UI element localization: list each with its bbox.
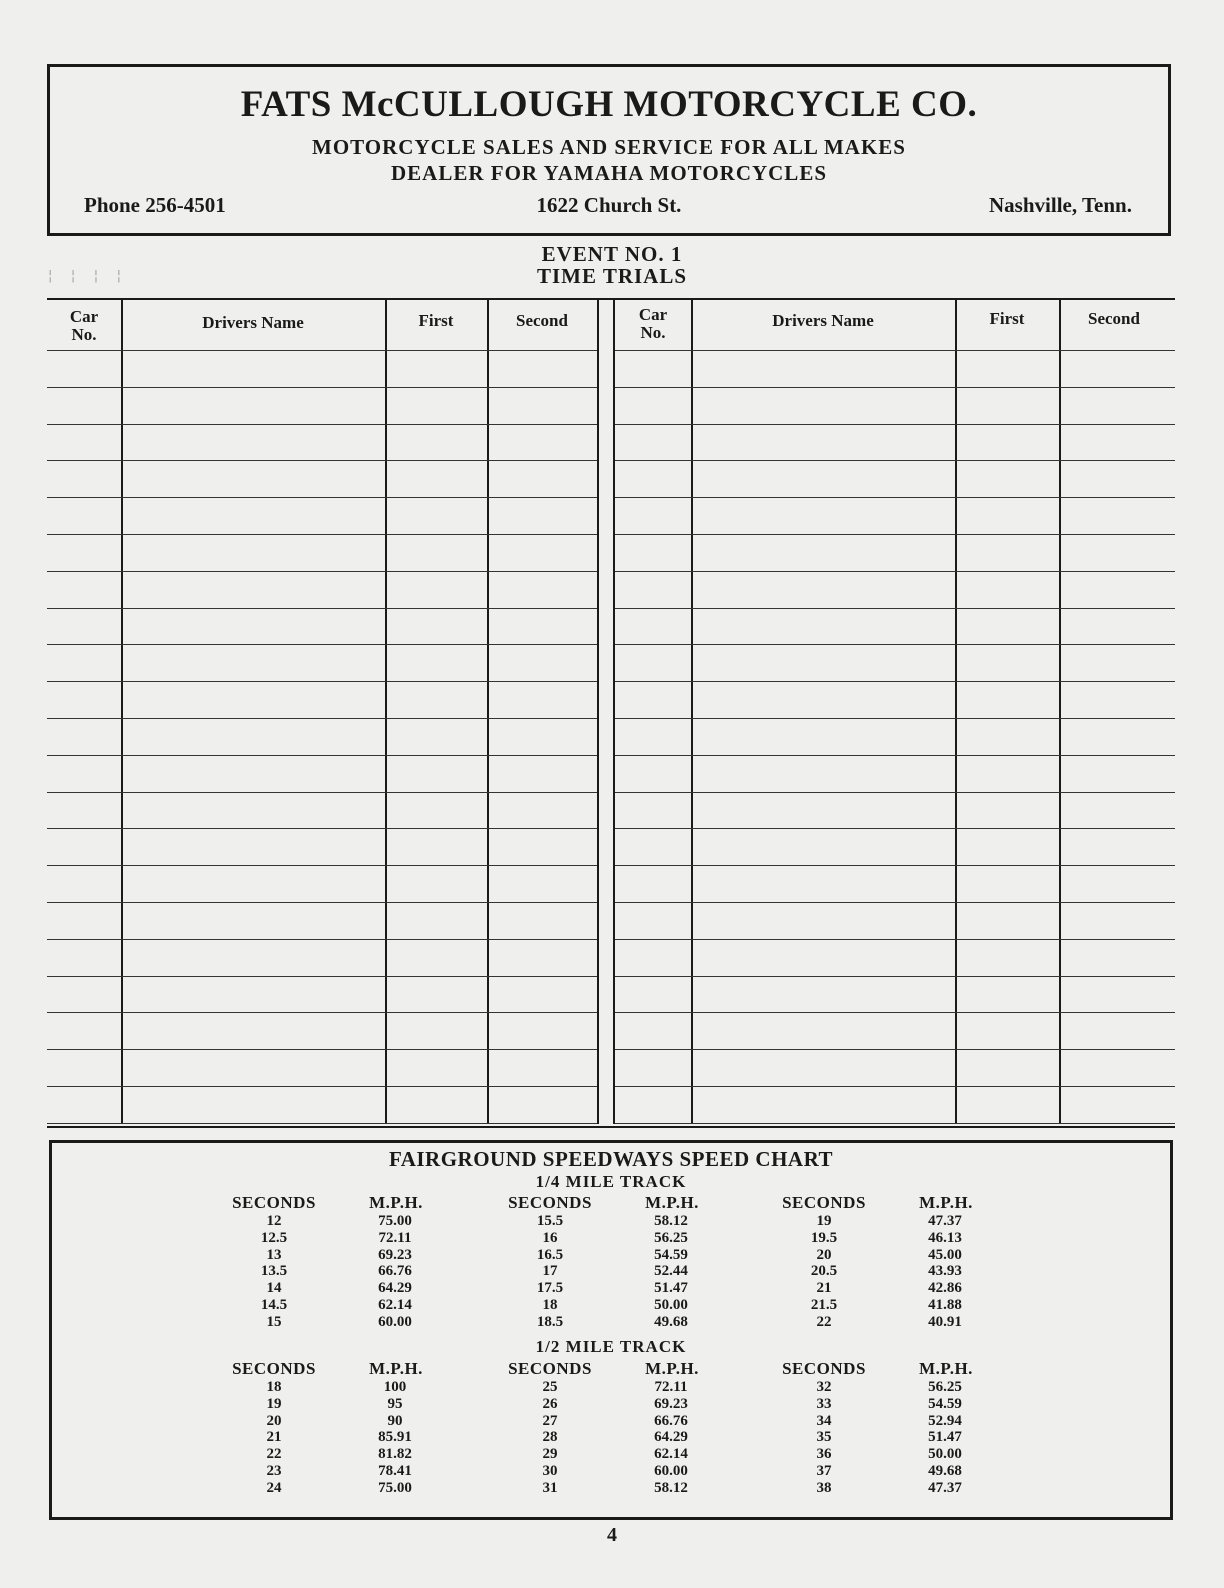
- mph-value: 50.00: [928, 1446, 962, 1463]
- mph-value: 58.12: [654, 1213, 688, 1229]
- table-row-line: [615, 424, 1175, 425]
- table-row-line: [615, 939, 1175, 940]
- speed-row: [228, 1263, 478, 1280]
- mph-value: 45.00: [928, 1246, 962, 1263]
- mph-value: 69.23: [654, 1395, 688, 1412]
- seconds-header: SECONDS: [508, 1193, 592, 1212]
- sponsor-ad-box: [47, 64, 1171, 236]
- mph-value: 49.68: [654, 1313, 688, 1330]
- mph-value: 50.00: [654, 1297, 688, 1313]
- mph-header: M.P.H.: [919, 1359, 973, 1378]
- header-second: Second: [1088, 309, 1140, 328]
- seconds-value: 38: [816, 1479, 832, 1496]
- table-row-line: [47, 460, 597, 461]
- speed-row: [228, 1280, 478, 1297]
- seconds-header: SECONDS: [232, 1359, 316, 1378]
- table-row-line: [615, 350, 1175, 351]
- speed-row: [504, 1213, 754, 1230]
- table-row-line: [47, 1049, 597, 1050]
- table-row-line: [615, 644, 1175, 645]
- mph-value: 90: [387, 1412, 403, 1429]
- seconds-value: 19: [266, 1395, 282, 1412]
- header-first: First: [989, 309, 1025, 328]
- table-row-line: [47, 387, 597, 388]
- table-row-line: [47, 571, 597, 572]
- mph-value: 42.86: [928, 1280, 962, 1297]
- mph-value: 51.47: [654, 1280, 688, 1297]
- seconds-value: 19: [816, 1213, 832, 1229]
- speed-row: [228, 1463, 478, 1480]
- speed-row: [778, 1314, 1028, 1331]
- speed-row: [504, 1379, 754, 1396]
- seconds-value: 22: [266, 1446, 282, 1463]
- speed-row: [228, 1247, 478, 1264]
- speed-row: [778, 1263, 1028, 1280]
- mph-value: 69.23: [378, 1246, 412, 1263]
- seconds-value: 12: [266, 1213, 282, 1229]
- speed-row: [504, 1314, 754, 1331]
- tagline-sales-service: MOTORCYCLE SALES AND SERVICE FOR ALL MAKES: [312, 135, 906, 159]
- table-row-line: [615, 681, 1175, 682]
- header-car-no: [615, 306, 691, 342]
- divider-line: [597, 300, 599, 1124]
- mph-value: 66.76: [654, 1412, 688, 1429]
- header-first: First: [418, 311, 454, 330]
- speed-row: [504, 1280, 754, 1297]
- speed-row: [228, 1446, 478, 1463]
- speed-row: [504, 1446, 754, 1463]
- speed-row: [778, 1280, 1028, 1297]
- mph-value: 52.44: [654, 1263, 688, 1280]
- table-row-line: [615, 497, 1175, 498]
- speed-row: [228, 1480, 478, 1497]
- table-center-double-divider: [597, 300, 615, 1124]
- table-row-line: [615, 718, 1175, 719]
- speed-row: [778, 1396, 1028, 1413]
- table-row-line: [615, 1123, 1175, 1124]
- seconds-value: 20: [816, 1246, 832, 1263]
- table-row-line: [615, 976, 1175, 977]
- seconds-value: 34: [816, 1412, 832, 1429]
- seconds-header: SECONDS: [232, 1193, 316, 1212]
- table-bottom-rule: [47, 1126, 1175, 1128]
- header-car-no: [47, 308, 121, 344]
- seconds-value: 18: [266, 1379, 282, 1395]
- mph-value: 58.12: [654, 1479, 688, 1496]
- speed-row: [504, 1463, 754, 1480]
- seconds-value: 26: [542, 1395, 558, 1412]
- table-row-line: [615, 865, 1175, 866]
- speed-row: [504, 1230, 754, 1247]
- mph-value: 47.37: [928, 1213, 962, 1229]
- mph-value: 62.14: [378, 1297, 412, 1313]
- seconds-value: 21.5: [810, 1297, 838, 1313]
- mph-value: 60.00: [654, 1463, 688, 1479]
- table-row-line: [47, 681, 597, 682]
- mph-value: 66.76: [378, 1263, 412, 1280]
- phone-number: Phone 256-4501: [84, 193, 226, 217]
- speed-row: [228, 1396, 478, 1413]
- table-row-line: [615, 387, 1175, 388]
- table-row-line: [615, 1086, 1175, 1087]
- seconds-value: 20.5: [810, 1263, 838, 1280]
- seconds-value: 29: [542, 1446, 558, 1463]
- table-row-line: [615, 755, 1175, 756]
- mph-value: 95: [387, 1395, 403, 1412]
- table-row-line: [615, 571, 1175, 572]
- mph-value: 40.91: [928, 1313, 962, 1330]
- seconds-value: 36: [816, 1446, 832, 1463]
- quarter-mile-track-title: 1/4 MILE TRACK: [535, 1172, 687, 1191]
- mph-value: 72.11: [378, 1229, 412, 1246]
- mph-value: 62.14: [654, 1446, 688, 1463]
- seconds-value: 31: [542, 1479, 558, 1496]
- header-car-label: Car: [69, 307, 99, 326]
- table-row-line: [615, 828, 1175, 829]
- seconds-value: 14: [266, 1280, 282, 1297]
- seconds-value: 24: [266, 1479, 282, 1496]
- table-row-line: [47, 608, 597, 609]
- seconds-value: 16.5: [536, 1246, 564, 1263]
- mph-value: 54.59: [928, 1395, 962, 1412]
- seconds-value: 37: [816, 1463, 832, 1479]
- header-drivers-name: Drivers Name: [772, 311, 874, 330]
- seconds-value: 27: [542, 1412, 558, 1429]
- header-car-label: Car: [638, 305, 668, 324]
- speed-chart-title: FAIRGROUND SPEEDWAYS SPEED CHART: [388, 1147, 834, 1171]
- speed-row: [778, 1213, 1028, 1230]
- seconds-value: 28: [542, 1429, 558, 1446]
- seconds-value: 22: [816, 1313, 832, 1330]
- seconds-value: 16: [542, 1229, 558, 1246]
- event-subtitle: TIME TRIALS: [536, 264, 688, 288]
- faint-pencil-marks: ¦ ¦ ¦ ¦: [46, 268, 127, 284]
- seconds-value: 20: [266, 1412, 282, 1429]
- mph-header: M.P.H.: [645, 1193, 699, 1212]
- speed-row: [504, 1297, 754, 1314]
- seconds-value: 17: [542, 1263, 558, 1280]
- table-row-line: [615, 534, 1175, 535]
- table-row-line: [47, 718, 597, 719]
- street-address: 1622 Church St.: [536, 193, 682, 217]
- speed-row: [504, 1263, 754, 1280]
- half-mile-track-title: 1/2 MILE TRACK: [535, 1337, 687, 1356]
- seconds-value: 21: [266, 1429, 282, 1446]
- seconds-value: 32: [816, 1379, 832, 1395]
- speed-row: [228, 1413, 478, 1430]
- mph-value: 64.29: [378, 1280, 412, 1297]
- mph-header: M.P.H.: [919, 1193, 973, 1212]
- speed-row: [504, 1396, 754, 1413]
- company-name: FATS McCULLOUGH MOTORCYCLE CO.: [240, 84, 978, 125]
- speed-row: [778, 1463, 1028, 1480]
- seconds-value: 33: [816, 1395, 832, 1412]
- mph-value: 81.82: [378, 1446, 412, 1463]
- mph-value: 85.91: [378, 1429, 412, 1446]
- seconds-value: 18: [542, 1297, 558, 1313]
- seconds-value: 13: [266, 1246, 282, 1263]
- table-row-line: [47, 644, 597, 645]
- page-number: 4: [607, 1524, 617, 1546]
- speed-row: [778, 1480, 1028, 1497]
- seconds-header: SECONDS: [782, 1193, 866, 1212]
- speed-row: [504, 1247, 754, 1264]
- tagline-dealer: DEALER FOR YAMAHA MOTORCYCLES: [390, 161, 828, 185]
- mph-value: 41.88: [928, 1297, 962, 1313]
- speed-row: [228, 1230, 478, 1247]
- table-row-line: [615, 792, 1175, 793]
- table-row-line: [47, 792, 597, 793]
- table-row-line: [47, 755, 597, 756]
- mph-header: M.P.H.: [369, 1359, 423, 1378]
- mph-value: 51.47: [928, 1429, 962, 1446]
- mph-value: 100: [383, 1379, 407, 1395]
- table-row-line: [47, 424, 597, 425]
- mph-value: 72.11: [654, 1379, 688, 1395]
- seconds-value: 15: [266, 1313, 282, 1330]
- header-drivers-name: Drivers Name: [202, 313, 304, 332]
- speed-row: [228, 1297, 478, 1314]
- speed-row: [778, 1429, 1028, 1446]
- event-title: EVENT NO. 1: [541, 242, 683, 266]
- table-row-line: [47, 976, 597, 977]
- table-row-line: [47, 1123, 597, 1124]
- header-no-label: No.: [640, 323, 666, 342]
- table-row-line: [47, 828, 597, 829]
- city-state: Nashville, Tenn.: [989, 193, 1132, 217]
- speed-row: [504, 1413, 754, 1430]
- speed-row: [778, 1230, 1028, 1247]
- table-row-line: [47, 902, 597, 903]
- speed-row: [504, 1480, 754, 1497]
- mph-value: 47.37: [928, 1479, 962, 1496]
- trials-table-right: [615, 300, 1175, 1124]
- header-second: Second: [516, 311, 568, 330]
- seconds-value: 35: [816, 1429, 832, 1446]
- mph-value: 43.93: [928, 1263, 962, 1280]
- mph-value: 64.29: [654, 1429, 688, 1446]
- mph-value: 75.00: [378, 1479, 412, 1496]
- table-row-line: [615, 608, 1175, 609]
- mph-value: 54.59: [654, 1246, 688, 1263]
- table-row-line: [47, 1086, 597, 1087]
- speed-row: [778, 1413, 1028, 1430]
- seconds-header: SECONDS: [782, 1359, 866, 1378]
- mph-value: 60.00: [378, 1313, 412, 1330]
- seconds-value: 21: [816, 1280, 832, 1297]
- mph-header: M.P.H.: [645, 1359, 699, 1378]
- speed-row: [228, 1379, 478, 1396]
- speed-row: [778, 1297, 1028, 1314]
- seconds-value: 14.5: [260, 1297, 288, 1313]
- time-trials-table: [47, 298, 1175, 1128]
- seconds-value: 18.5: [536, 1313, 564, 1330]
- trials-table-left: [47, 300, 597, 1124]
- table-row-line: [47, 1012, 597, 1013]
- speed-row: [504, 1429, 754, 1446]
- table-row-line: [47, 497, 597, 498]
- mph-value: 56.25: [928, 1379, 962, 1395]
- mph-value: 78.41: [378, 1463, 412, 1479]
- seconds-value: 25: [542, 1379, 558, 1395]
- mph-header: M.P.H.: [369, 1193, 423, 1212]
- speed-row: [778, 1379, 1028, 1396]
- seconds-header: SECONDS: [508, 1359, 592, 1378]
- seconds-value: 15.5: [536, 1213, 564, 1229]
- speed-row: [778, 1247, 1028, 1264]
- mph-value: 49.68: [928, 1463, 962, 1479]
- mph-value: 46.13: [928, 1229, 962, 1246]
- table-row-line: [47, 865, 597, 866]
- mph-value: 52.94: [928, 1412, 962, 1429]
- seconds-value: 30: [542, 1463, 558, 1479]
- table-row-line: [47, 534, 597, 535]
- table-row-line: [47, 350, 597, 351]
- table-row-line: [615, 1049, 1175, 1050]
- table-row-line: [615, 1012, 1175, 1013]
- speed-row: [228, 1314, 478, 1331]
- seconds-value: 19.5: [810, 1229, 838, 1246]
- speed-row: [778, 1446, 1028, 1463]
- mph-value: 75.00: [378, 1213, 412, 1229]
- header-no-label: No.: [71, 325, 97, 344]
- seconds-value: 23: [266, 1463, 282, 1479]
- seconds-value: 17.5: [536, 1280, 564, 1297]
- speed-chart-box: [49, 1140, 1173, 1520]
- table-row-line: [47, 939, 597, 940]
- table-row-line: [615, 460, 1175, 461]
- table-row-line: [615, 902, 1175, 903]
- mph-value: 56.25: [654, 1229, 688, 1246]
- speed-row: [228, 1213, 478, 1230]
- speed-row: [228, 1429, 478, 1446]
- seconds-value: 12.5: [260, 1229, 288, 1246]
- seconds-value: 13.5: [260, 1263, 288, 1280]
